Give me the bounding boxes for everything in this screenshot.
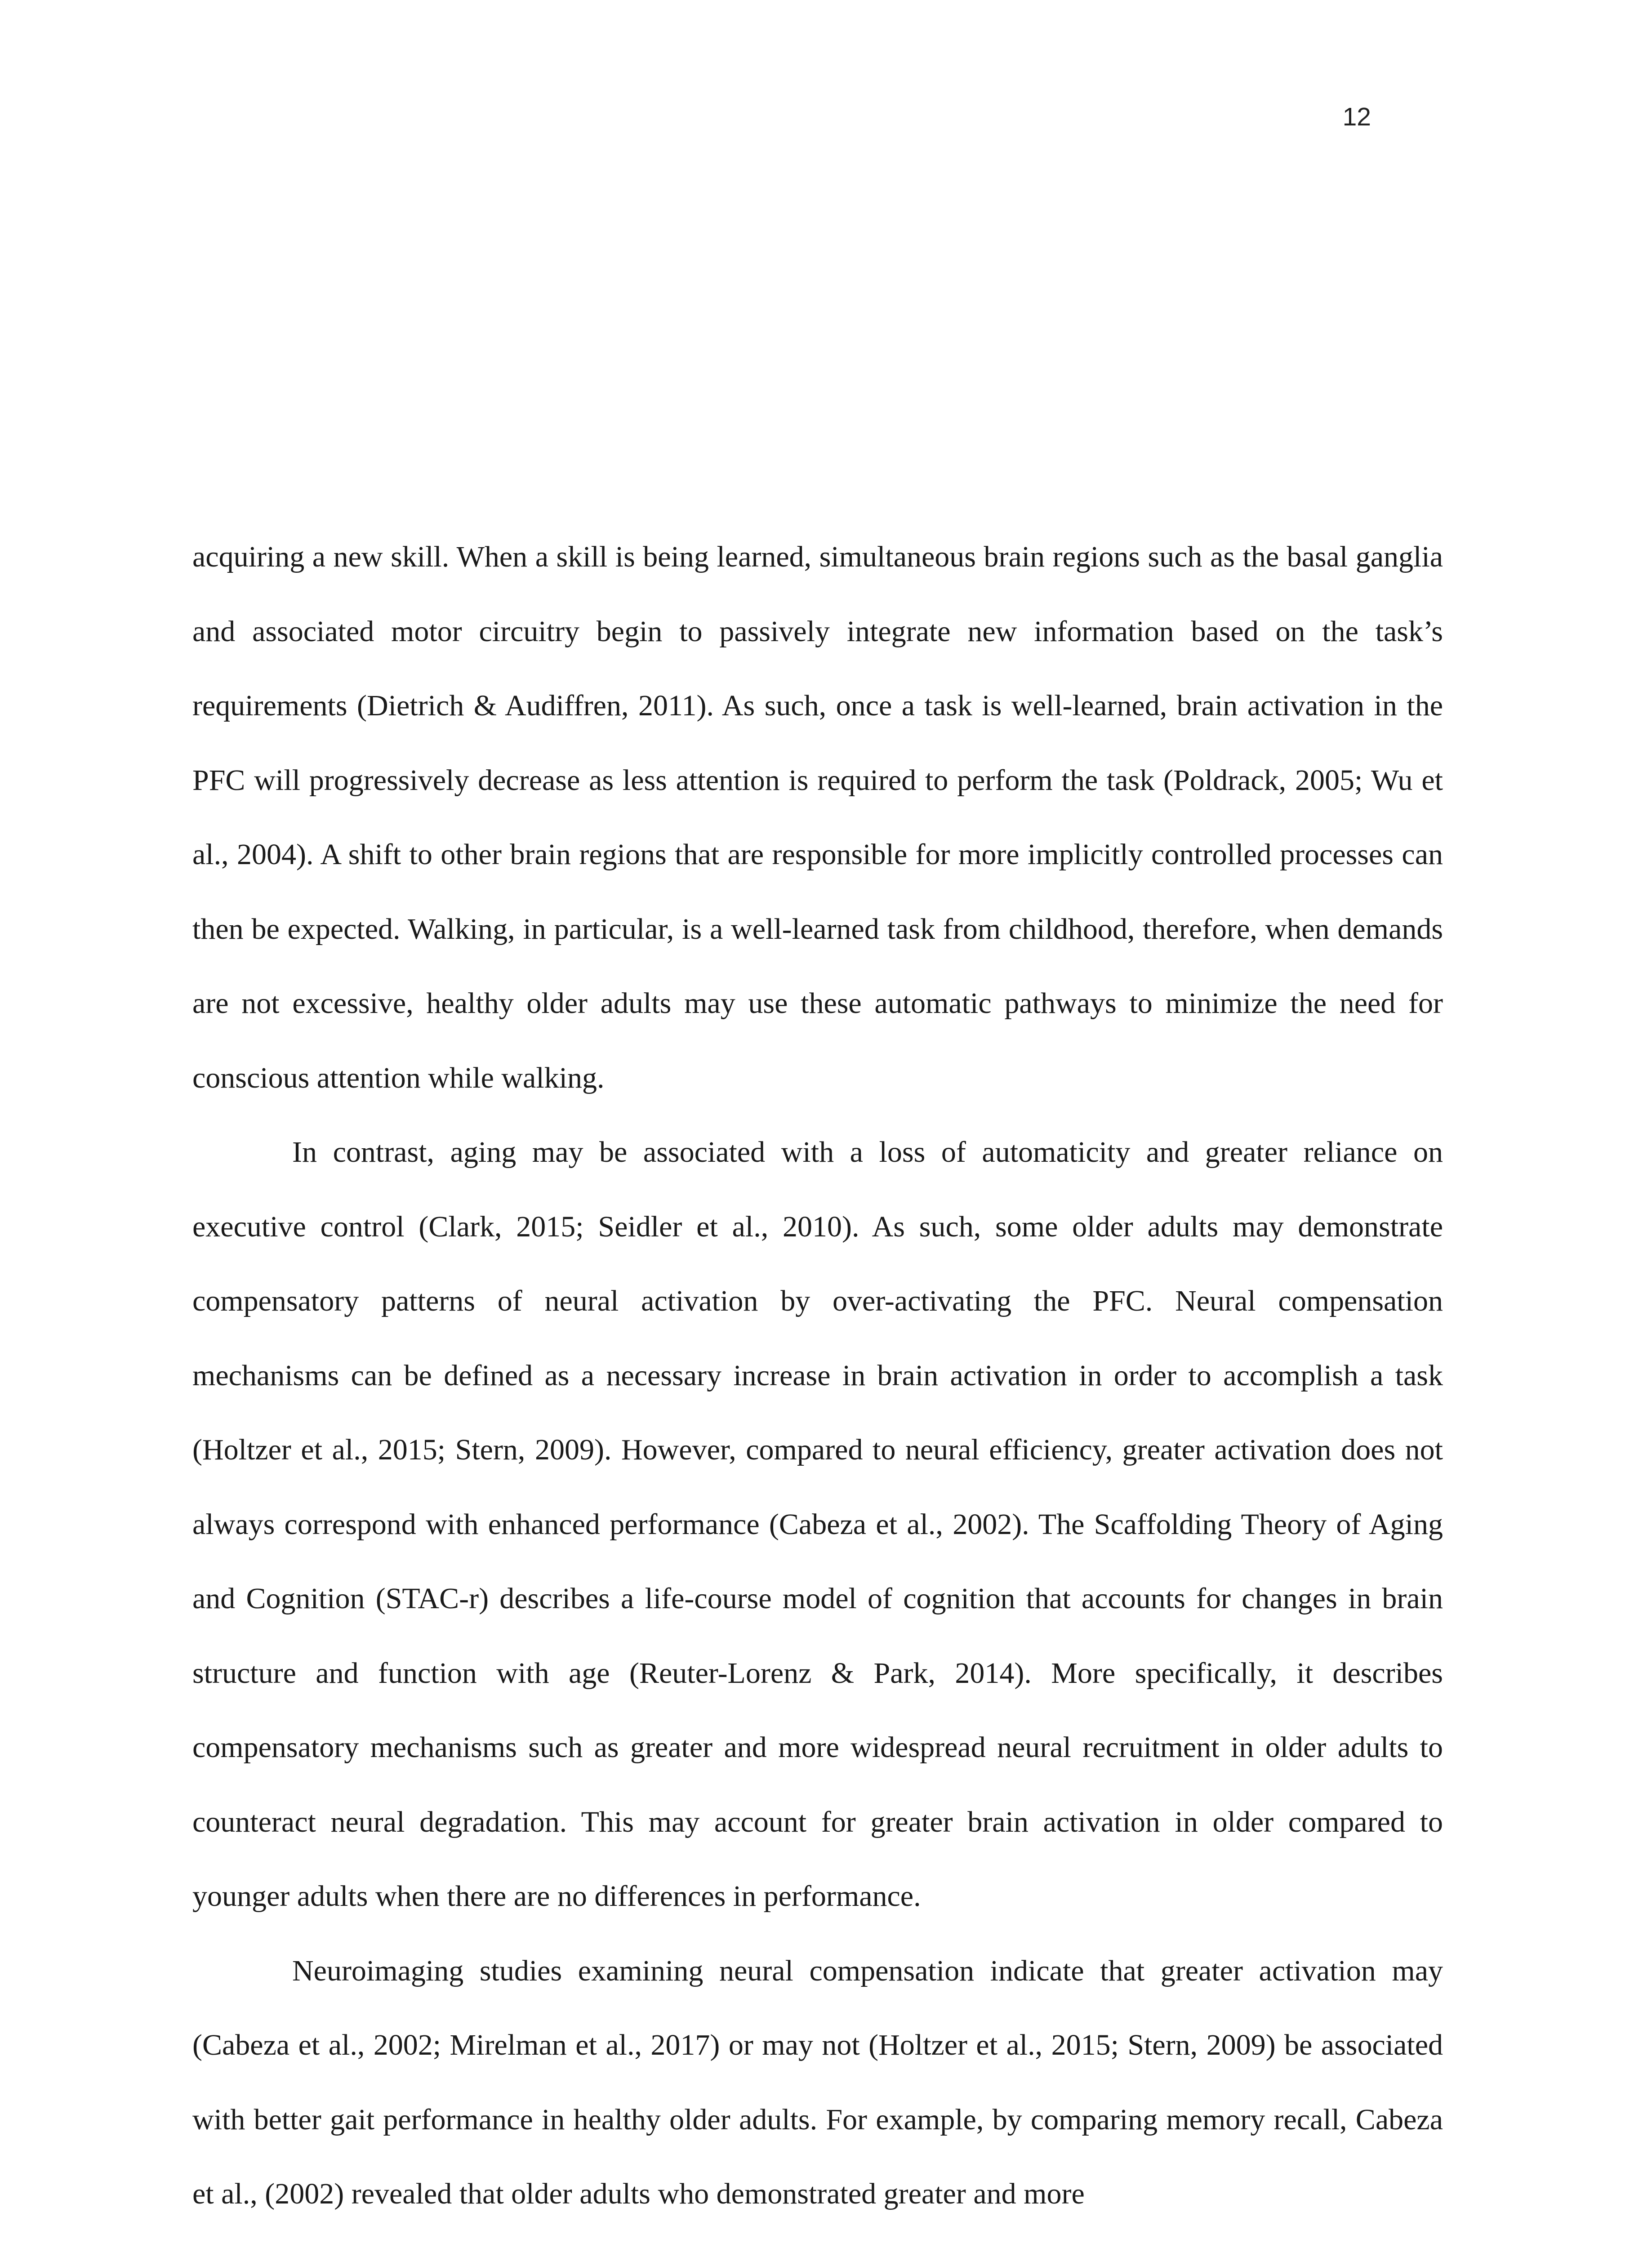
- page-number: 12: [1342, 103, 1371, 131]
- paragraph-continuation: acquiring a new skill. When a skill is being learned, simultaneous brain regions such as the basal ganglia and associated motor circuitry begin to passively integrate new information based on the task’s requirements (Dietrich & Audiffren, 2011). As such, once a task is well-learned, brain activation in the PFC will progressively decrease as less attention is required to perform the task (Poldrack, 2005; Wu et al., 2004). A shift to other brain regions that are responsible for more implicitly controlled processes can then be expected. Walking, in particular, is a well-learned task from childhood, therefore, when demands are not excessive, healthy older adults may use these automatic pathways to minimize the need for conscious attention while walking.: [192, 540, 1443, 1094]
- paragraph-aging-compensation: In contrast, aging may be associated with a loss of automaticity and greater reliance on executive control (Clark, 2015; Seidler et al., 2010). As such, some older adults may demonstrate compensatory patterns of neural activation by over-activating the PFC. Neural compensation mechanisms can be defined as a necessary increase in brain activation in order to accomplish a task (Holtzer et al., 2015; Stern, 2009). However, compared to neural efficiency, greater activation does not always correspond with enhanced performance (Cabeza et al., 2002). The Scaffolding Theory of Aging and Cognition (STAC-r) describes a life-course model of cognition that accounts for changes in brain structure and function with age (Reuter-Lorenz & Park, 2014). More specifically, it describes compensatory mechanisms such as greater and more widespread neural recruitment in older adults to counteract neural degradation. This may account for greater brain activation in older compared to younger adults when there are no differences in performance.: [192, 1136, 1443, 1913]
- body-text: [192, 520, 1443, 2231]
- paragraph-neuroimaging-studies: Neuroimaging studies examining neural compensation indicate that greater activation may (Cabeza et al., 2002; Mirelman et al., 2017) or may not (Holtzer et al., 2015; Stern, 2009) be associated with better gait performance in healthy older adults. For example, by comparing memory recall, Cabeza et al., (2002) revealed that older adults who demonstrated greater and more: [192, 1954, 1443, 2210]
